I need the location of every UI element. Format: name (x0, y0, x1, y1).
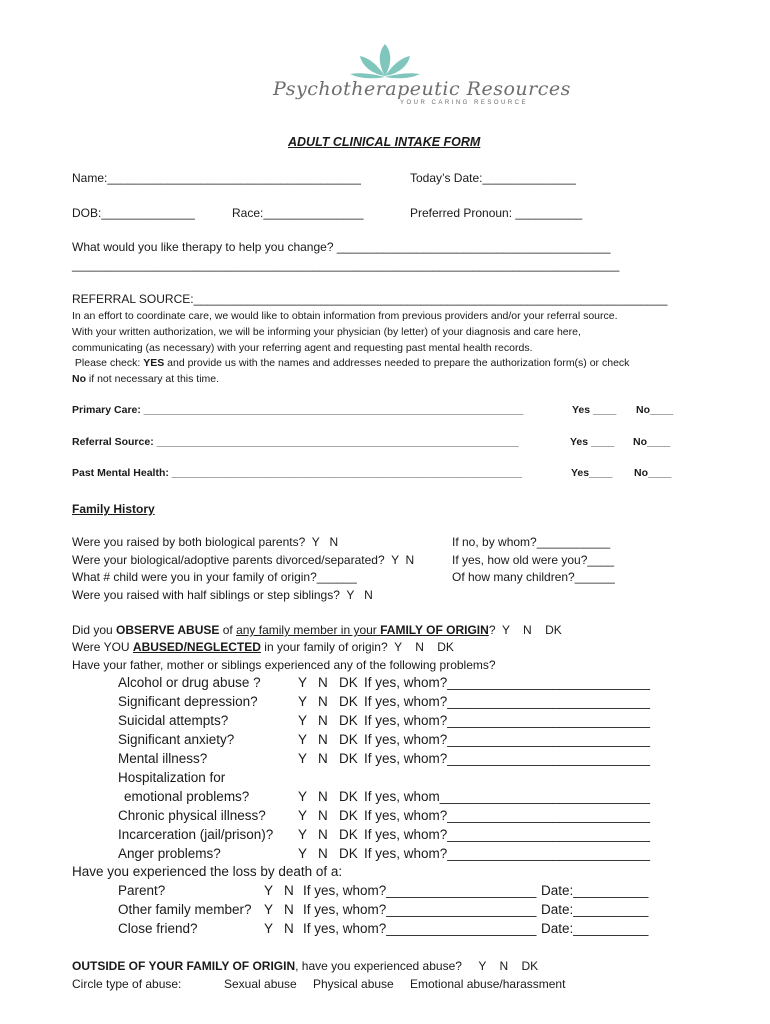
circle-type-label: Circle type of abuse: (72, 977, 182, 991)
problem-label: Chronic physical illness? (118, 808, 266, 823)
abuse-type-physical[interactable]: Physical abuse (313, 977, 394, 991)
problem-label: Suicidal attempts? (118, 713, 229, 728)
problem-whom-field[interactable]: If yes, whom?___________________________ (364, 675, 650, 690)
problem-whom-field[interactable]: If yes, whom____________________________ (364, 789, 650, 804)
problem-label: Significant anxiety? (118, 732, 235, 747)
yes-word: YES (143, 357, 165, 369)
problem-whom-field[interactable]: If yes, whom?___________________________ (364, 846, 650, 861)
abused-neglected-question[interactable] (72, 640, 454, 654)
problem-whom-field[interactable]: If yes, whom?___________________________ (364, 751, 650, 766)
problem-ynd[interactable]: Y N DK (298, 732, 358, 747)
problem-ynd[interactable]: Y N DK (298, 789, 358, 804)
loss-yn[interactable]: Y N (264, 902, 294, 917)
primary-care-yes[interactable]: Yes ____ (572, 404, 617, 416)
loss-date-field[interactable]: Date:__________ (541, 883, 649, 898)
age-at-divorce-field[interactable]: If yes, how old were you?____ (452, 553, 615, 567)
dob-field[interactable]: DOB:______________ (72, 206, 195, 220)
loss-date-field[interactable]: Date:__________ (541, 921, 649, 936)
problem-whom-field[interactable]: If yes, whom?___________________________ (364, 694, 650, 709)
loss-question: Have you experienced the loss by death of a: (72, 864, 343, 879)
observe-of: of (219, 623, 237, 637)
problem-ynd[interactable]: Y N DK (298, 827, 358, 842)
family-history-heading: Family History (72, 502, 155, 516)
loss-label: Close friend? (118, 921, 198, 936)
half-siblings-question[interactable]: Were you raised with half siblings or step siblings? Y N (72, 588, 373, 602)
abused-options: in your family of origin? Y N DK (260, 640, 454, 654)
referral-source-yes[interactable]: Yes ____ (570, 436, 615, 448)
problem-label: Alcohol or drug abuse ? (118, 675, 261, 690)
observe-abuse-question[interactable] (72, 623, 562, 637)
logo-tagline: YOUR CARING RESOURCE (400, 100, 529, 106)
primary-care-no[interactable]: No____ (636, 404, 674, 416)
referral-source-no[interactable]: No____ (633, 436, 671, 448)
pronoun-field[interactable]: Preferred Pronoun: __________ (410, 206, 583, 220)
problem-whom-field[interactable]: If yes, whom?___________________________ (364, 713, 650, 728)
family-problems-question: Have your father, mother or siblings experienced any of the following problems? (72, 658, 496, 672)
problem-label: Significant depression? (118, 694, 258, 709)
problem-ynd[interactable]: Y N DK (298, 751, 358, 766)
race-field[interactable]: Race:_______________ (232, 206, 364, 220)
problem-whom-field[interactable]: If yes, whom?___________________________ (364, 827, 650, 842)
problem-ynd[interactable]: Y N DK (298, 675, 358, 690)
referral-source-field[interactable]: REFERRAL SOURCE:_______________________________________________________________________ (72, 292, 668, 306)
problem-whom-field[interactable]: If yes, whom?___________________________ (364, 732, 650, 747)
birth-order-field[interactable]: What # child were you in your family of origin?______ (72, 570, 357, 584)
problem-label: Incarceration (jail/prison)? (118, 827, 274, 842)
therapy-question[interactable]: What would you like therapy to help you change? _________________________________________ (72, 240, 611, 254)
outside-family-abuse-question[interactable] (72, 959, 538, 973)
loss-date-field[interactable]: Date:__________ (541, 902, 649, 917)
please-check-rest: and provide us with the names and addresses needed to prepare the authorization form(s) or check (164, 357, 630, 369)
abused-neglected-bold: ABUSED/NEGLECTED (132, 640, 261, 654)
problem-ynd[interactable]: Y N DK (298, 694, 358, 709)
number-of-children-field[interactable]: Of how many children?______ (452, 570, 615, 584)
problem-whom-field[interactable]: If yes, whom?___________________________ (364, 808, 650, 823)
referral-paragraph-line: In an effort to coordinate care, we would like to obtain information from previous providers and/or your referral source. (72, 310, 618, 322)
problem-ynd[interactable]: Y N DK (298, 713, 358, 728)
problem-ynd[interactable]: Y N DK (298, 808, 358, 823)
observe-abuse-bold: OBSERVE ABUSE (116, 623, 220, 637)
loss-yn[interactable]: Y N (264, 883, 294, 898)
abuse-type-sexual[interactable]: Sexual abuse (224, 977, 297, 991)
please-check-text: Please check: (72, 357, 144, 369)
observe-options: ? Y N DK (488, 623, 562, 637)
primary-care-field[interactable]: Primary Care: _________________________________________________________________ (72, 404, 524, 416)
loss-label: Parent? (118, 883, 166, 898)
raised-by-parents-question[interactable]: Were you raised by both biological parents? Y N (72, 535, 339, 549)
no-word: No (72, 373, 86, 385)
raised-by-whom-field[interactable]: If no, by whom?___________ (452, 535, 611, 549)
referral-source-provider-field[interactable]: Referral Source: ______________________________________________________________ (72, 436, 519, 448)
referral-paragraph-line: With your written authorization, we will be informing your physician (by letter) of your diagnosis and care here, (72, 326, 581, 338)
problem-ynd[interactable]: Y N DK (298, 846, 358, 861)
outside-family-text: , have you experienced abuse? Y N DK (295, 959, 539, 973)
past-mental-health-no[interactable]: No____ (634, 467, 672, 479)
name-field[interactable]: Name:______________________________________ (72, 171, 361, 185)
problem-label: emotional problems? (124, 789, 250, 804)
problem-label: Anger problems? (118, 846, 221, 861)
loss-yn[interactable]: Y N (264, 921, 294, 936)
observe-underlined: any family member in your (236, 623, 381, 637)
abuse-type-emotional[interactable]: Emotional abuse/harassment (410, 977, 566, 991)
problem-label: Hospitalization for (118, 770, 226, 785)
were-you-text: Were YOU (72, 640, 133, 654)
loss-label: Other family member? (118, 902, 252, 917)
referral-paragraph-line: communicating (as necessary) with your referring agent and requesting past mental health records. (72, 342, 533, 354)
loss-whom-field[interactable]: If yes, whom?____________________ (303, 921, 537, 936)
not-necessary-text: if not necessary at this time. (86, 373, 220, 385)
please-check-line (72, 357, 629, 369)
observe-text: Did you (72, 623, 117, 637)
problem-label: Mental illness? (118, 751, 208, 766)
form-title: ADULT CLINICAL INTAKE FORM (288, 135, 481, 149)
past-mental-health-yes[interactable]: Yes____ (571, 467, 613, 479)
therapy-answer-line[interactable]: __________________________________________________________________________________ (72, 258, 620, 272)
outside-family-bold: OUTSIDE OF YOUR FAMILY OF ORIGIN (72, 959, 296, 973)
family-of-origin-bold: FAMILY OF ORIGIN (380, 623, 489, 637)
parents-divorced-question[interactable]: Were your biological/adoptive parents divorced/separated? Y N (72, 553, 415, 567)
loss-whom-field[interactable]: If yes, whom?____________________ (303, 902, 537, 917)
todays-date-field[interactable]: Today’s Date:______________ (410, 171, 576, 185)
not-necessary-line (72, 373, 219, 385)
past-mental-health-field[interactable]: Past Mental Health: ____________________________________________________________ (72, 467, 523, 479)
lotus-icon (348, 42, 422, 80)
loss-whom-field[interactable]: If yes, whom?____________________ (303, 883, 537, 898)
logo-wordmark: Psychotherapeutic Resources (273, 78, 571, 100)
